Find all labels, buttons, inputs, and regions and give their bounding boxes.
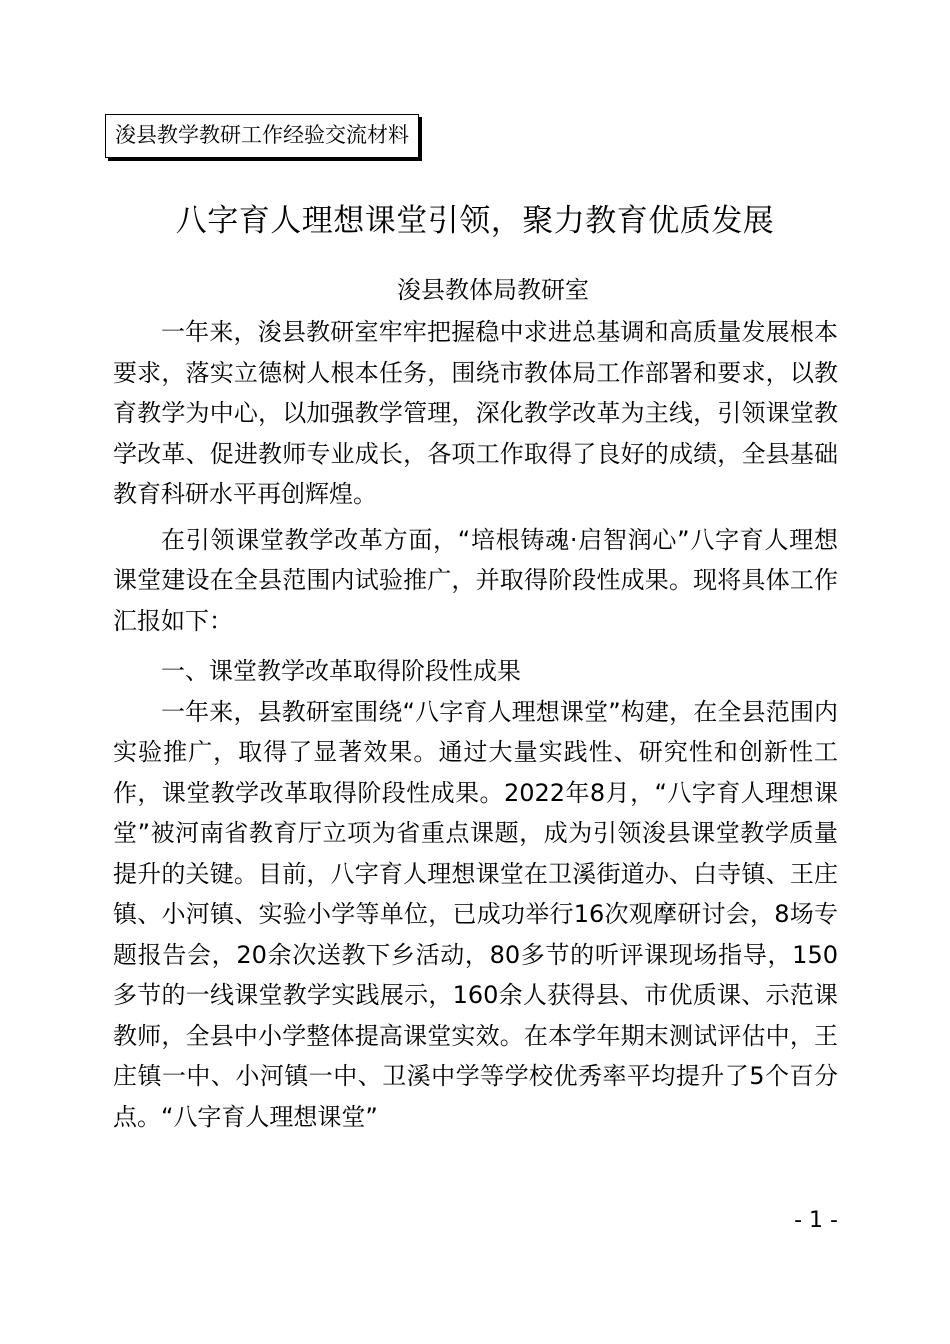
- body-paragraph-intro: 一年来，浚县教研室牢牢把握稳中求进总基调和高质量发展根本要求，落实立德树人根本任务，围绕市教体局工作部署和要求，以教育教学为中心，以加强教学管理，深化教学改革为主线，引领课堂教学改革、促进教师专业成长，各项工作取得了良好的成绩，全县基础教育科研水平再创辉煌。: [113, 318, 838, 508]
- document-title: 八字育人理想课堂引领，聚力教育优质发展: [175, 203, 775, 239]
- body-paragraph-overview: 在引领课堂教学改革方面，“培根铸魂·启智润心”八字育人理想课堂建设在全县范围内试验推广，并取得阶段性成果。现将具体工作汇报如下：: [113, 525, 838, 635]
- section-paragraph: 一年来，县教研室围绕“八字育人理想课堂”构建，在全县范围内实验推广，取得了显著效果。通过大量实践性、研究性和创新性工作，课堂教学改革取得阶段性成果。2022年8月，“八字育人理想课堂”被河南省教育厅立项为省重点课题，成为引领浚县课堂教学质量提升的关键。目前，八字育人理想课堂在卫溪街道办、白寺镇、王庄镇、小河镇、实验小学等单位，已成功举行16次观摩研讨会，8场专题报告会，20余次送教下乡活动，80多节的听评课现场指导，150多节的一线课堂教学实践展示，160余人获得县、市优质课、示范课教师，全县中小学整体提高课堂实效。在本学年期末测试评估中，王庄镇一中、小河镇一中、卫溪中学等学校优秀率平均提升了5个百分点。“八字育人理想课堂”: [113, 697, 838, 1131]
- document-header-label: 浚县教学教研工作经验交流材料: [105, 114, 419, 158]
- document-author: 浚县教体局教研室: [397, 276, 589, 304]
- section-heading: 一、课堂教学改革取得阶段性成果: [161, 657, 521, 685]
- document-body: [113, 312, 838, 1137]
- page-number: - 1 -: [794, 1208, 838, 1233]
